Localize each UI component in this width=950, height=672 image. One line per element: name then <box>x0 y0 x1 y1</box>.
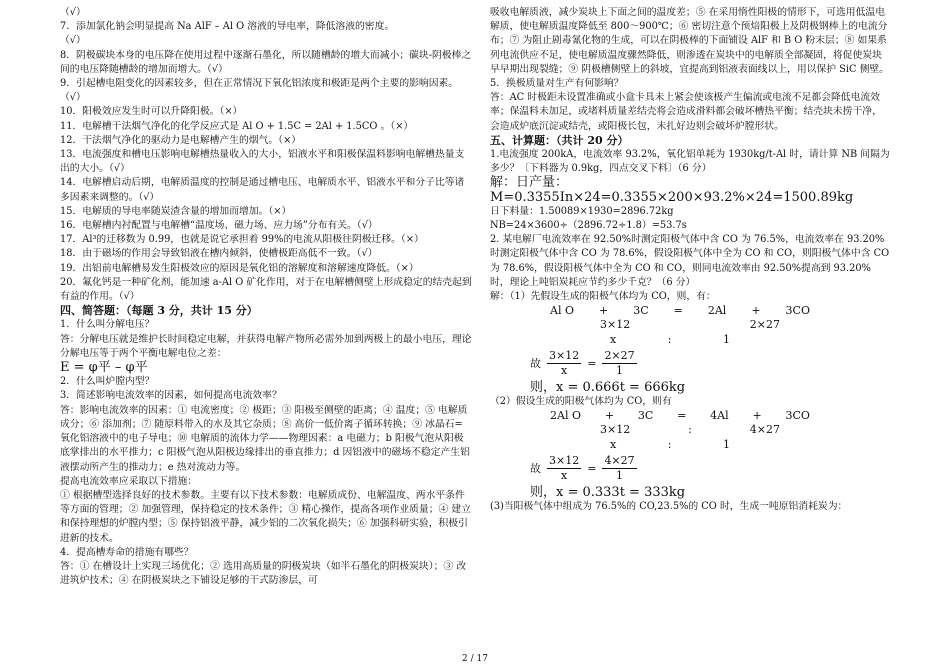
text-line: 10．阳极效应发生时可以升降阳极。（×） <box>60 106 243 118</box>
variable-row <box>610 333 730 347</box>
eq-term: : <box>667 437 672 451</box>
text-line: 7．添加氯化钠会明显提高 Na AlF – Al O 溶液的导电率，降低溶液的密度。 <box>60 21 395 33</box>
variable-row <box>610 438 730 452</box>
eq-term: 1 <box>723 437 730 451</box>
fraction-right <box>602 454 636 483</box>
numerator: 2×27 <box>602 349 636 364</box>
eq-term: + <box>751 304 761 318</box>
reaction-equation-2 <box>550 409 810 423</box>
fraction-left <box>547 454 581 483</box>
eq-term: = <box>677 409 687 423</box>
text-line: 解：（1）先假设生成的阳极气体均为 CO，则，有： <box>490 291 716 303</box>
fraction-prefix: 故 <box>530 356 541 370</box>
eq-term: 3C <box>637 409 654 423</box>
right-column <box>490 6 893 514</box>
eq-term: 3×12 <box>600 423 631 437</box>
eq-term: 4×27 <box>749 423 780 437</box>
text-line: 4．提高槽寿命的措施有哪些？ <box>60 546 194 558</box>
result-line: 则，x = 0.666t = 666kg <box>530 379 686 395</box>
eq-term: : <box>667 332 672 346</box>
text-line: (3)当阳极气体中组成为 76.5%的 CO,23.5%的 CO 时，生成一吨原铝消耗炭为： <box>490 501 848 513</box>
text-line: 答：① 在槽设计上实现三场优化；② 选用高质量的阴极炭块（如半石墨化的阴极炭块）；③ 改进筑炉技术；④ 在阴极炭块之下铺设足够的干式防渗层，可 <box>60 560 467 587</box>
eq-term: x <box>610 437 617 451</box>
denominator: x <box>561 364 568 378</box>
denominator: 1 <box>616 469 624 483</box>
coefficient-row <box>600 423 780 437</box>
text-line: 17．Al³的迁移数为 0.99，也就是说它承担着 99%的电流从阳极往阴极迁移。（×） <box>60 234 424 246</box>
text-line: 15．电解质的导电率随炭渣含量的增加而增加。（×） <box>60 205 292 217</box>
result-line: 则，x = 0.333t = 333kg <box>530 484 686 500</box>
eq-term: 2×27 <box>749 318 780 332</box>
eq-term: + <box>604 409 615 423</box>
denominator: 1 <box>616 364 624 378</box>
eq-term: 2Al <box>707 304 727 318</box>
text-line: 2. 某电解厂电流效率在 92.50%时测定阳极气体中含 CO 为 76.5%，电流效率在 93.20%时测定阳极气体中含 CO 为 78.6%，假设阳极气体中全为 CO 和 CO，则阳极气体中含 CO 为 78.6%，假设阳极气体中全为 CO 和 CO，则同电流效率由 92.50%提高到 93.20%时，理论上吨铝炭耗应节约多少千克？（6 分） <box>490 234 893 288</box>
eq-term: = <box>673 304 683 318</box>
text-line: （√） <box>60 35 86 47</box>
denominator: x <box>561 469 568 483</box>
eq-term: x <box>610 332 617 346</box>
text-line: 19．出铝前电解槽易发生阳极效应的原因是氧化铝的溶解度和溶解速度降低。（×） <box>60 262 419 274</box>
coefficient-row <box>600 318 780 332</box>
text-line: 20．氟化钙是一种矿化剂，能加速 a-Al O 矿化作用，对于在电解槽侧壁上形成稳定的结壳起到有益的作用。（√） <box>60 276 472 303</box>
text-line: 13．电流强度和槽电压影响电解槽热量收入的大小，铝液水平和阳极保温料影响电解槽热量支出的大小。（√） <box>60 149 465 175</box>
section-heading: 五、计算题：（共计 20 分） <box>490 133 629 147</box>
text-line: （2）假设生成的阳极气体均为 CO，则有 <box>490 396 672 408</box>
section-heading: 四、简答题：（每题 3 分，共计 15 分） <box>60 304 258 318</box>
eq-term: 4Al <box>710 409 729 423</box>
text-line: 答：影响电流效率的因素：① 电流密度；② 极距；③ 阳极至侧壁的距离；④ 温度；⑤ 电解质成分；⑥ 添加剂；⑦ 随原料带入的水及其它杂质；⑧ 高价一低价离子循环转换；⑨ 冰晶石=氧化铝溶液中的电子导电；⑩ 电解质的流体力学——物理因素：a 电磁力；b 阳极气泡从阳极底掌排出的水平推力；c 阳极气泡从阳极边缘排出的垂直推力；d 因铝液中的磁场不稳定产生铝液摆动所产生的推动力；e 热对流动力等。 <box>60 404 470 473</box>
fraction-left <box>547 349 581 378</box>
eq-term: 2Al O <box>550 409 581 423</box>
numerator: 4×27 <box>602 454 636 469</box>
eq-term: Al O <box>550 304 574 318</box>
eq-term: 3×12 <box>600 318 631 332</box>
text-line: 11．电解槽干法烟气净化的化学反应式是 Al O + 1.5C = 2Al + 1.5CO 。（×） <box>60 120 414 132</box>
eq-term: : <box>688 423 692 437</box>
left-column <box>60 6 472 588</box>
page-number: 2 / 17 <box>462 654 488 664</box>
fraction-prefix: 故 <box>530 461 541 475</box>
fraction-right <box>602 349 636 378</box>
text-line: 日下料量：1.50089×1930=2896.72kg <box>490 205 674 217</box>
formula-line: E = φ平 – φ平 <box>60 360 148 376</box>
text-line: ① 根据槽型选择良好的技术参数。主要有以下技术参数：电解质成份、电解温度、两水平条件等方面的管理；② 加强管理，保持稳定的技术条件；③ 精心操作，提高各项作业质量；④ 建立和保持理想的炉膛内型；⑤ 保持铝液平静，减少铝的二次氧化损失；⑥ 加强科研实验，积极引进新的技术。 <box>60 489 472 544</box>
eq-term: + <box>598 304 609 318</box>
numerator: 3×12 <box>547 349 581 364</box>
text-line: 18．由于磁场的作用会导致铝液在槽内倾斜，使槽极距高低不一致。（√） <box>60 248 378 260</box>
eq-term: 3CO <box>785 409 810 423</box>
text-line: 吸收电解质液，减少炭块上下面之间的温度差；⑤ 在采用惰性阳极的情形下，可选用低温电解质，使电解质温度降低至 800～900℃；⑥ 密切注意个预焙阳极上及阴极钢棒上的电流分布；⑦ 为阻止剧毒氰化物的生成，可以在阴极棒的下面铺设 AlF 和 B O 粉末层；⑧ 如果系列电流供应不足，使电解质温度骤然降低，则渗透在炭块中的电解质全部凝固，将促使炭块早早期出现裂缝；⑨ 阴极槽侧壁上的斜坡，宜提高到铝液表面线以上，用以保护 SiC 侧壁。 <box>490 7 889 75</box>
text-line: 16．电解槽内衬配置与电解槽“温度场、磁力场、应力场”分布有关。（√） <box>60 220 378 232</box>
reaction-equation-1 <box>550 304 810 318</box>
text-line: 8．阴极碳块本身的电压降在使用过程中逐渐石墨化，所以随槽龄的增大而减小；碳块-阴极棒之间的电压降随槽龄的增加而增大。（√） <box>60 49 472 75</box>
text-line: 提高电流效率应采取以下措施： <box>60 475 198 487</box>
text-line: 14．电解槽启动后期，电解质温度的控制是通过槽电压、电解质水平、铝液水平和分子比等诸多因素来调整的。（√） <box>60 177 465 203</box>
text-line: 1．什么叫分解电压？ <box>60 319 155 331</box>
text-line: 12．干法烟气净化的驱动力是电解槽产生的烟气。（×） <box>60 134 302 146</box>
proportion-1 <box>530 347 890 381</box>
proportion-2 <box>530 452 890 486</box>
text-line: 5．换极质量对生产有何影响？ <box>490 78 624 90</box>
text-line: NB=24×3600÷（2896.72÷1.8）=53.7s <box>490 220 687 232</box>
text-line: 解：日产量：M=0.3355In×24=0.3355×200×93.2%×24=1500.89kg <box>490 175 854 205</box>
eq-term: 1 <box>723 332 730 346</box>
text-line: 答：AC 时极距未设置准确或小盒卡具未上紧会使该极产生偏流或电流不足都会降低电流效率；保温料未加足，或堵料质量差结壳将会造成滑料都会破坏槽热平衡；结壳块未捞干净，会造成炉底沉淀或结壳，或阳极长包，未扎好边则会破坏炉膛形状。 <box>490 92 882 132</box>
eq-term: 3CO <box>785 304 810 318</box>
text-line: 9．引起槽电阻变化的因素较多，但在正常情况下氧化铝浓度和极距是两个主要的影响因素。（√） <box>60 78 459 104</box>
numerator: 3×12 <box>547 454 581 469</box>
text-line: 3．简述影响电流效率的因素，如何提高电流效率？ <box>60 390 282 402</box>
eq-term: 3C <box>633 304 649 318</box>
text-line: 1.电流强度 200kA，电流效率 93.2%，氧化铝单耗为 1930kg/t-Al 时，请计算 NB 间隔为多少？〔下料器为 0.9kg，四点交叉下料〕（6 分） <box>490 149 890 175</box>
equals-sign: = <box>587 356 597 370</box>
text-line: 2．什么叫炉膛内型？ <box>60 376 155 388</box>
equals-sign: = <box>587 461 597 475</box>
text-line: 答：分解电压就是维护长时间稳定电解，并获得电解产物所必需外加到两极上的最小电压，理论分解电压等于两个平衡电解电位之差： <box>60 333 472 359</box>
text-line: （√） <box>60 7 86 18</box>
eq-term: + <box>752 409 762 423</box>
